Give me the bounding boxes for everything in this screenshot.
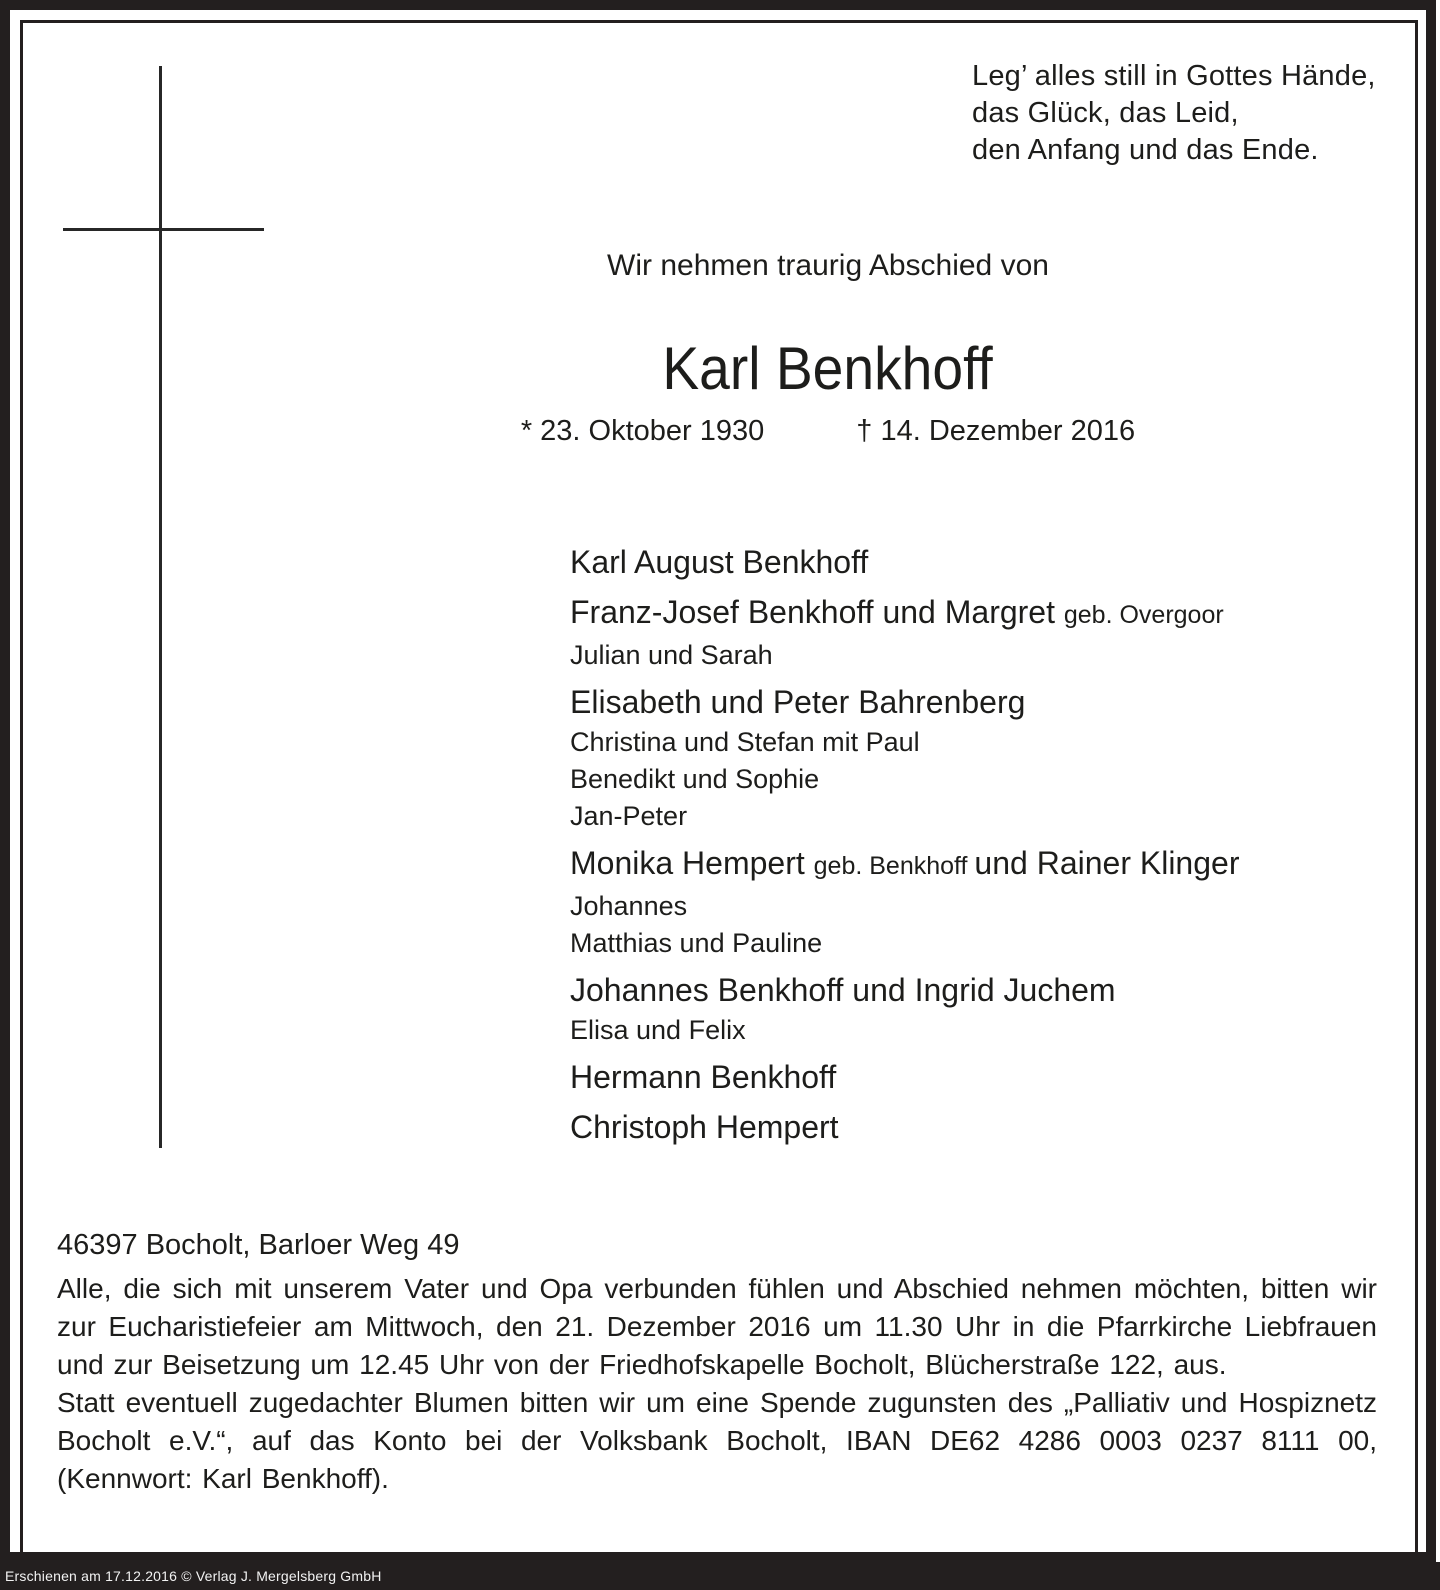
mourner-name-segment: Karl August Benkhoff xyxy=(570,544,869,580)
mourner-name-segment: Franz-Josef Benkhoff und Margret xyxy=(570,594,1064,630)
cross-horizontal-bar xyxy=(63,228,264,231)
mourner-name-segment: Johannes Benkhoff und Ingrid Juchem xyxy=(570,972,1116,1008)
mourner-name-segment: Johannes xyxy=(570,891,688,921)
mourner-line xyxy=(570,727,1330,757)
mourner-name-segment: Benedikt und Sophie xyxy=(570,764,820,794)
quote-line-3: den Anfang und das Ende. xyxy=(972,134,1319,166)
mourner-line xyxy=(570,1015,1330,1045)
opening-quote xyxy=(972,58,1376,169)
quote-line-1: Leg’ alles still in Gottes Hände, xyxy=(972,60,1376,92)
funeral-service-paragraph: Alle, die sich mit unserem Vater und Opa verbunden fühlen und Abschied nehmen möchten, bitten wir zur Eucharistiefeier am Mittwoch, den 21. Dezember 2016 um 11.30 Uhr in die Pfarrkirche Liebfrauen und zur Beisetzung um 12.45 Uhr von der Friedhofskapelle Bocholt, Blücherstraße 122, aus. xyxy=(57,1273,1377,1380)
publisher-strip xyxy=(0,1562,1440,1590)
mourner-line xyxy=(570,928,1330,958)
mourner-name-maiden-segment: geb. Overgoor xyxy=(1063,601,1224,629)
deceased-name xyxy=(428,336,1228,402)
mourner-name-segment: Christoph Hempert xyxy=(570,1109,839,1145)
birth-date: * 23. Oktober 1930 xyxy=(520,415,765,447)
mourner-name-segment: Elisa und Felix xyxy=(570,1015,746,1045)
mourner-line xyxy=(570,594,1330,633)
mourner-name-segment: Christina und Stefan mit Paul xyxy=(570,727,920,757)
mourner-line xyxy=(570,1059,1330,1095)
mourner-line xyxy=(570,1109,1330,1145)
mourner-line xyxy=(570,972,1330,1008)
address-line: 46397 Bocholt, Barloer Weg 49 xyxy=(57,1229,460,1261)
mourner-line xyxy=(570,544,1330,580)
mourner-name-segment: Elisabeth und Peter Bahrenberg xyxy=(570,684,1026,720)
mourner-name-segment: Julian und Sarah xyxy=(570,640,773,670)
death-date: † 14. Dezember 2016 xyxy=(856,415,1136,447)
mourner-line xyxy=(570,684,1330,720)
mourner-line xyxy=(570,764,1330,794)
mourner-name-segment: Matthias und Pauline xyxy=(570,928,823,958)
intro-line: Wir nehmen traurig Abschied von xyxy=(607,249,1049,282)
deceased-name-text: Karl Benkhoff xyxy=(662,335,994,402)
publisher-note: Erschienen am 17.12.2016 © Verlag J. Mergelsberg GmbH xyxy=(5,1568,382,1584)
mourner-line xyxy=(570,891,1330,921)
mourner-line xyxy=(570,640,1330,670)
mourner-name-segment: Jan-Peter xyxy=(570,801,688,831)
quote-line-2: das Glück, das Leid, xyxy=(972,97,1239,129)
mourner-name-segment: Monika Hempert xyxy=(570,845,814,881)
mourner-name-segment: und Rainer Klinger xyxy=(974,845,1240,881)
donation-paragraph: Statt eventuell zugedachter Blumen bitten wir um eine Spende zugunsten des „Palliativ und Hospiznetz Bocholt e.V.“, auf das Konto bei der Volksbank Bocholt, IBAN DE62 4286 0003 0237 8111 00, (Kennwort: Karl Benkhoff). xyxy=(57,1387,1377,1494)
mourner-name-segment: Hermann Benkhoff xyxy=(570,1059,837,1095)
life-dates xyxy=(428,414,1228,448)
mourners-list xyxy=(570,544,1330,1145)
mourner-name-maiden-segment: geb. Benkhoff xyxy=(813,852,975,880)
mourner-line xyxy=(570,801,1330,831)
mourner-line xyxy=(570,845,1330,884)
